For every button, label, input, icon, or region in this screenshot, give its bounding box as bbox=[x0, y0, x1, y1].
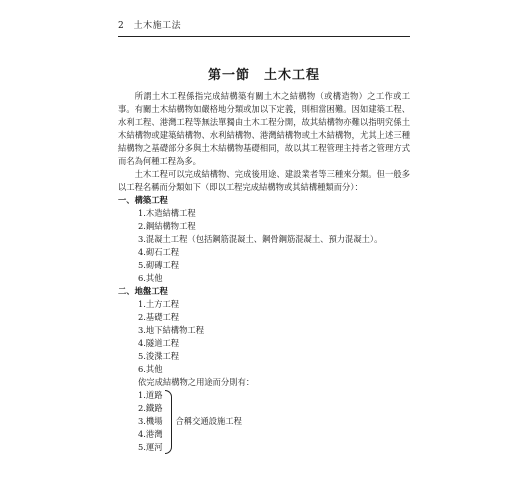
section-heading-2: 二、地盤工程 bbox=[118, 286, 168, 296]
section-2-list bbox=[118, 298, 410, 376]
running-header bbox=[118, 20, 418, 32]
page-number: 2 bbox=[118, 21, 125, 31]
list-item: 3.地下結構物工程 bbox=[138, 325, 204, 335]
paragraph-2: 土木工程可以完成結構物、完成後用途、建設業者等三種來分類。但一般多以工程名稱而分類如下（即以工程完成結構物或其結構種類而分）： bbox=[118, 169, 410, 192]
paragraph-1: 所謂土木工程係指完成結構築有關土木之結構物（或構造物）之工作或工事。有關土木結構物如嚴格地分類或加以下定義，則相當困難。因如建築工程、水利工程、港灣工程等無法單獨由土木工程分開，故其結構物亦難以指明究係土木結構物或建築結構物、水利結構物、港灣結構物或土木結構物，尤其上述三種結構物之基礎部分多與土木結構物基礎相同，故以其工程管理主持者之管理方式而名為何種工程為多。 bbox=[118, 91, 410, 166]
list-item: 5.浚渫工程 bbox=[138, 351, 180, 361]
section-heading-1: 一、構築工程 bbox=[118, 195, 168, 205]
list-item: 6.其他 bbox=[138, 364, 163, 374]
list-item: 5.砌磚工程 bbox=[138, 260, 180, 270]
list-item: 1.土方工程 bbox=[138, 299, 180, 309]
header-rule bbox=[118, 36, 410, 37]
body-text bbox=[118, 90, 410, 454]
right-brace bbox=[165, 390, 172, 454]
list-item: 2.鋼結構物工程 bbox=[138, 221, 196, 231]
usage-group bbox=[118, 389, 410, 454]
list-item: 4.港灣 bbox=[138, 429, 163, 439]
list-item: 1.木造結構工程 bbox=[138, 208, 196, 218]
list-item: 5.運河 bbox=[138, 442, 163, 452]
list-item: 4.砌石工程 bbox=[138, 247, 180, 257]
list-item: 1.道路 bbox=[138, 390, 163, 400]
list-item: 4.隧道工程 bbox=[138, 338, 180, 348]
usage-list bbox=[138, 389, 163, 454]
list-item: 2.基礎工程 bbox=[138, 312, 180, 322]
book-title: 土木施工法 bbox=[133, 21, 182, 31]
usage-intro: 依完成結構物之用途而分則有： bbox=[138, 377, 255, 387]
section-1-list bbox=[118, 207, 410, 285]
list-item: 3.機場 bbox=[138, 416, 163, 426]
section-title: 第一節 土木工程 bbox=[207, 68, 320, 83]
list-item: 6.其他 bbox=[138, 273, 163, 283]
brace-label: 合稱交通設施工程 bbox=[175, 416, 242, 426]
list-item: 2.鐵路 bbox=[138, 403, 163, 413]
list-item: 3.混凝土工程（包括鋼筋混凝土、鋼骨鋼筋混凝土、預力混凝土）。 bbox=[138, 234, 383, 244]
